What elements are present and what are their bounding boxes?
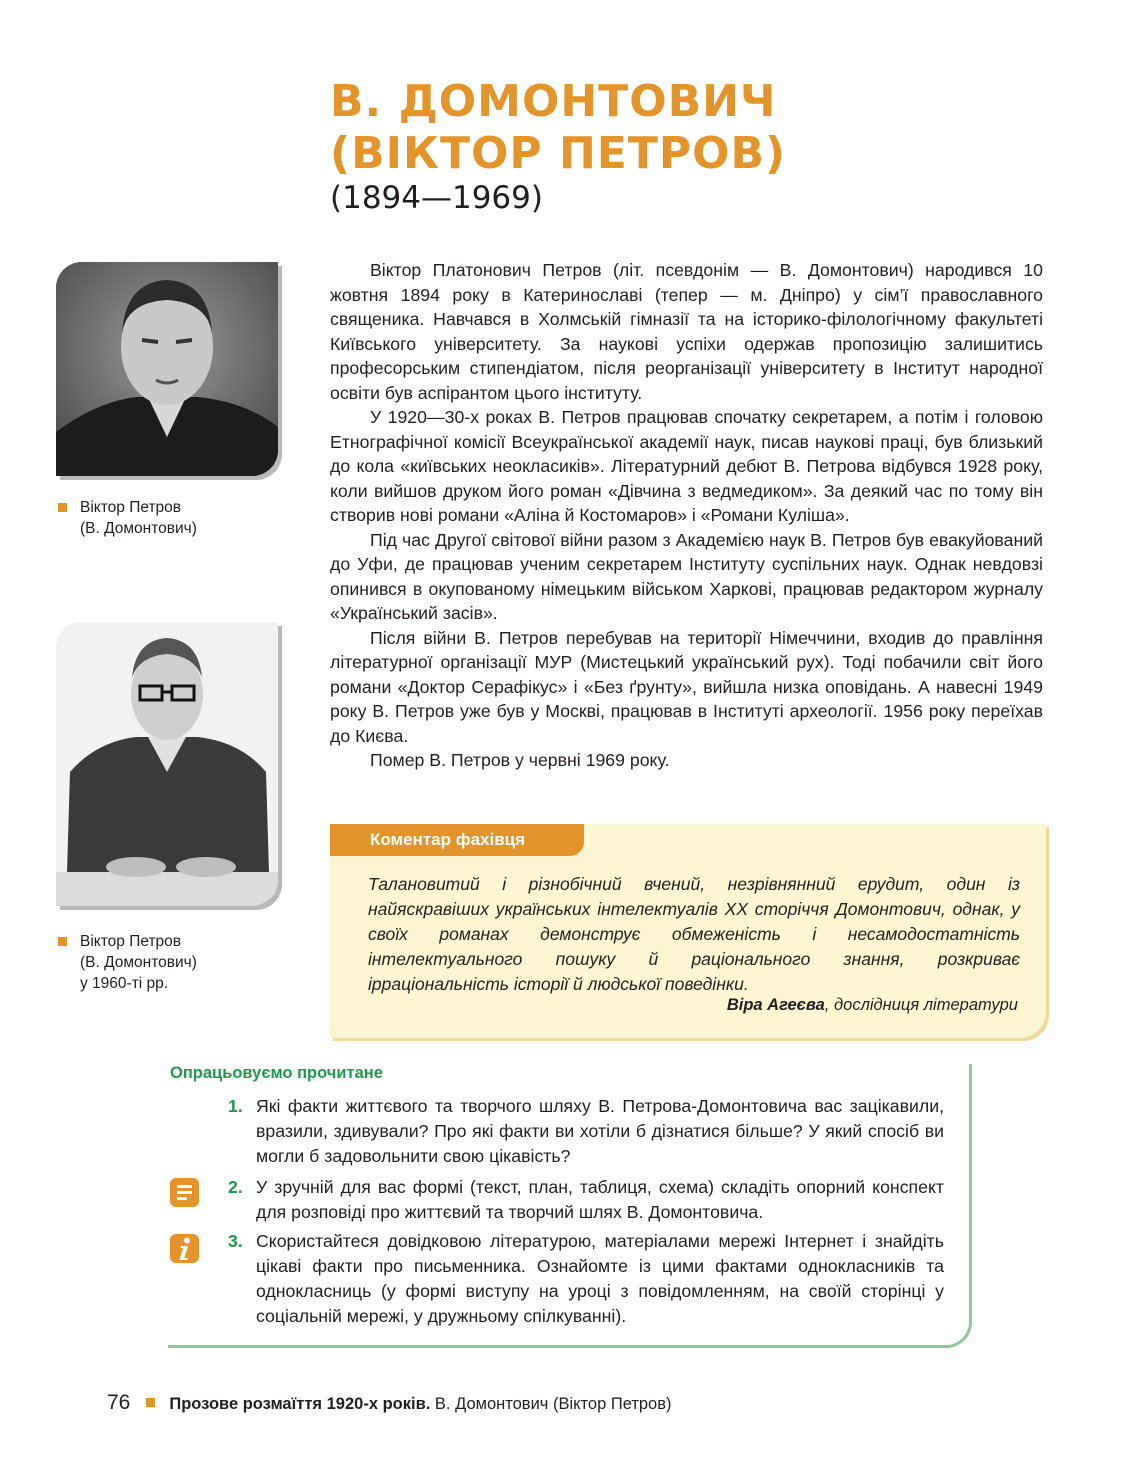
footer-square-icon (146, 1398, 155, 1407)
page-footer (107, 1390, 672, 1416)
biography-paragraph: Під час Другої світової війни разом з Академією наук В. Петров був евакуйований до Уфи, де працював ученим секретарем Інституту суспільних наук. Однак невдовзі опинився в окупованому німецьким військом Харкові, працював редактором журналу «Український засів». (330, 529, 1043, 623)
expert-comment-heading: Коментар фахівця (330, 824, 584, 856)
portrait-1960s-image (56, 622, 278, 906)
task-number: 2. (228, 1177, 243, 1197)
footer-topic: В. Домонтович (Віктор Петров) (434, 1395, 672, 1413)
author-name: Віра Агеєва (726, 996, 825, 1014)
bullet-square (58, 503, 67, 512)
title-line-1: В. ДОМОНТОВИЧ (330, 76, 777, 127)
biography-paragraph: Віктор Платонович Петров (літ. псевдонім — В. Домонтович) народився 10 жовтня 1894 року в Катеринославі (тепер — м. Дніпро) у сім’ї православного священика. Навчався в Холмській гімназії та на історико-філологічному факультеті Київського університету. За наукові успіхи одержав пропозицію залишитись професорським стипендіатом, після реорганізації університету в Інститут народної освіти був аспірантом цього інституту. (330, 260, 1043, 403)
life-years: (1894—1969) (330, 180, 543, 216)
task-number: 1. (228, 1096, 243, 1116)
photo-caption-1 (58, 497, 197, 539)
caption-line: у 1960-ті рр. (80, 975, 169, 992)
author-role: , дослідниця літератури (824, 996, 1018, 1014)
caption-line: Віктор Петров (80, 933, 182, 950)
footer-section: Прозове розмаїття 1920-х років (169, 1395, 426, 1413)
task-text: Які факти життєвого та творчого шляху В. Петрова-Домонтовича вас зацікавили, вразили, здивували? Про які факти ви хотіли б дізнатися більше? У який спосіб ви могли б задовольнити свою цікавість? (256, 1096, 944, 1166)
tasks-title: Опрацьовуємо прочитане (170, 1064, 383, 1082)
biography-paragraph: Після війни В. Петров перебував на території Німеччини, входив до правління літературної організації МУР (Мистецький український рух). Тоді побачили світ його романи «Доктор Серафікус» і «Без ґрунту», вийшла низка оповідань. А навесні 1949 року В. Петров уже був у Москві, працював в Інституті археології. 1956 року переїхав до Києва. (330, 627, 1043, 746)
biography-text (330, 258, 1043, 773)
tasks-section (168, 1064, 972, 1348)
bullet-square (58, 937, 67, 946)
task-number: 3. (228, 1231, 243, 1251)
task-text: У зручній для вас формі (текст, план, таблиця, схема) складіть опорний конспект для розповіді про життєвий та творчий шлях В. Домонтовича. (256, 1177, 944, 1222)
caption-line: (В. Домонтович) (80, 520, 197, 537)
info-icon (170, 1234, 199, 1263)
portrait-photo-1960s (56, 622, 278, 906)
portrait-young-image (56, 262, 278, 476)
caption-line: Віктор Петров (80, 499, 182, 516)
task-item (228, 1229, 944, 1329)
caption-line: (В. Домонтович) (80, 954, 197, 971)
footer-section-separator: . (425, 1395, 435, 1413)
task-text: Скористайтеся довідковою літературою, матеріалами мережі Інтернет і знайдіть цікаві факти про письменника. Ознайомте із цими фактами однокласників та однокласниць (у формі виступу на уроці з повідомленням, на своїй сторінці у соціальній мережі, у дружньому спілкуванні). (256, 1231, 944, 1326)
task-item (228, 1175, 944, 1225)
expert-comment-author (727, 996, 1018, 1015)
expert-comment-box (330, 824, 1046, 1038)
expert-comment-text: Талановитий і різнобічний вчений, незрівнянний ерудит, один із найяскравіших українських інтелектуалів ХХ сторіччя Домонтович, однак, у своїх романах демонструє обмеженість і несамодостатність інтелектуального пошуку й раціонального знання, розкриває ірраціональність історії й людської поведінки. (368, 874, 1020, 994)
task-item (228, 1094, 944, 1169)
title-line-2: (ВІКТОР ПЕТРОВ) (330, 128, 787, 179)
page-title (330, 76, 786, 180)
page-number: 76 (107, 1391, 131, 1414)
portrait-photo-young (56, 262, 278, 476)
photo-caption-2 (58, 931, 197, 994)
biography-paragraph: Помер В. Петров у червні 1969 року. (370, 750, 670, 770)
note-icon (170, 1178, 199, 1207)
biography-paragraph: У 1920—30-х роках В. Петров працював спочатку секретарем, а потім і головою Етнографічної комісії Всеукраїнської академії наук, писав наукові праці, був близький до кола «київських неокласиків». Літературний дебют В. Петрова відбувся 1928 року, коли вийшов друком його роман «Дівчина з ведмедиком». За деякий час по тому він створив нові романи «Аліна й Костомаров» і «Романи Куліша». (330, 407, 1043, 525)
